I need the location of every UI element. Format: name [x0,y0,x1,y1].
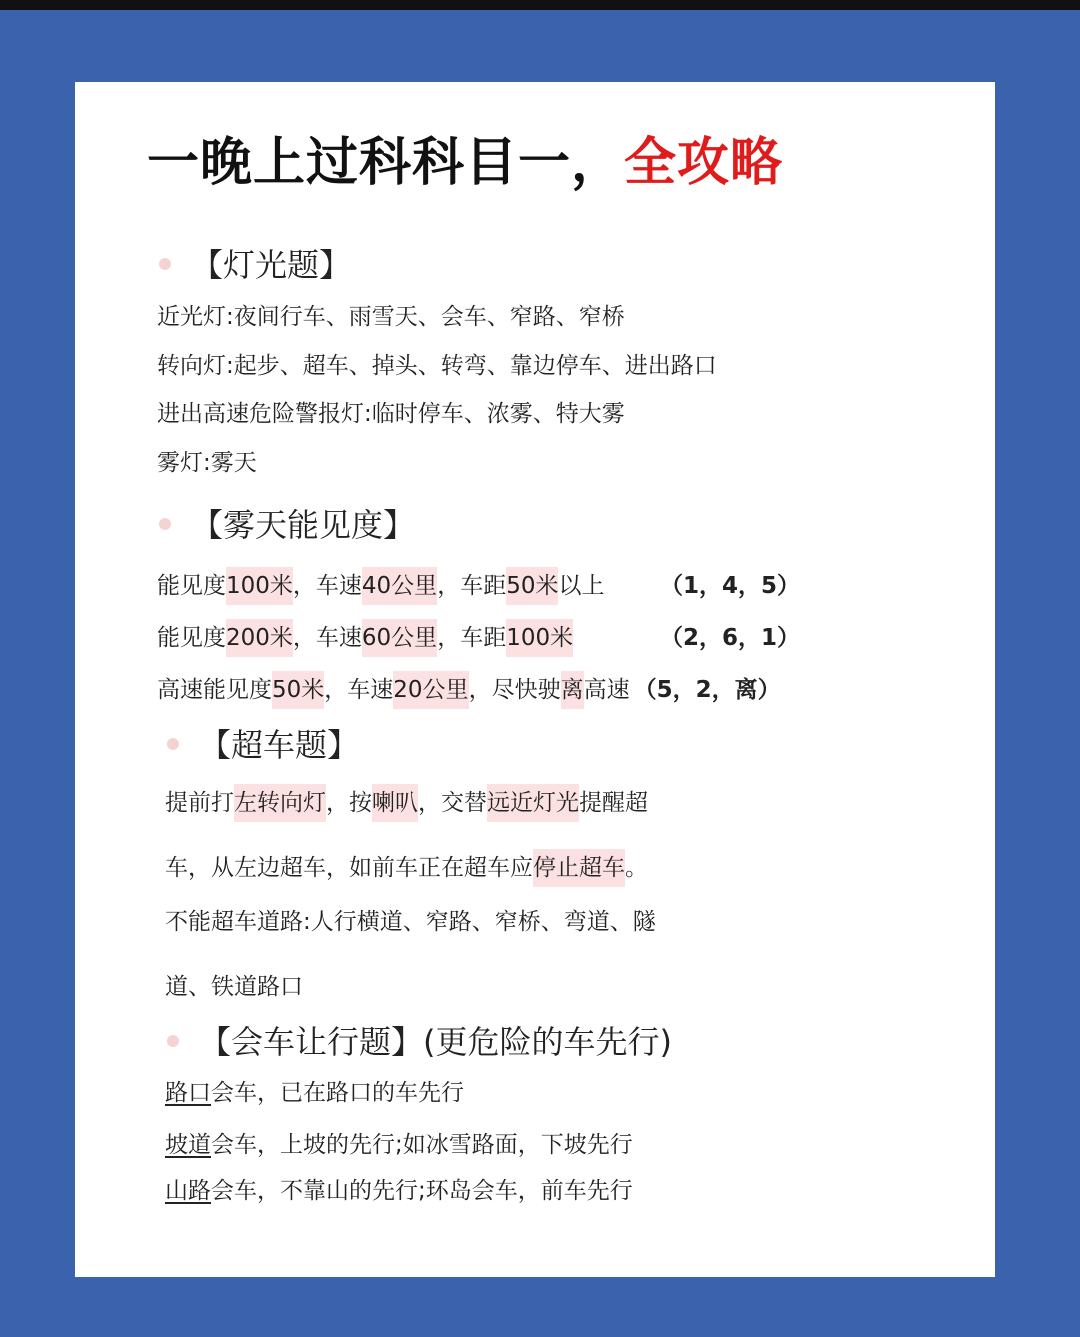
section-heading-fog: 【雾天能见度】 [159,500,415,546]
bullet-dot [167,738,179,750]
highlight: 200米 [226,619,293,657]
meeting-line-1: 路口会车，已在路口的车先行 [165,1080,464,1106]
overtake-line-2: 车，从左边超车，如前车正在超车应停止超车。 [165,849,648,882]
lights-line-2: 转向灯:起步、超车、掉头、转弯、靠边停车、进出路口 [157,353,717,379]
lights-line-3: 进出高速危险警报灯:临时停车、浓雾、特大雾 [157,401,625,427]
overtake-line-4: 道、铁道路口 [165,974,303,1000]
highlight: 50米 [272,671,324,709]
title-highlight: 全攻略 [624,133,784,193]
highlight: 60公里 [362,619,437,657]
fog-row-1-code: （1，4，5） [660,573,801,599]
highlight: 40公里 [362,567,437,605]
bullet-dot [167,1035,179,1047]
highlight: 20公里 [393,671,468,709]
fog-row-3-code: （5，2，离） [633,677,781,703]
fog-row-2: 能见度200米，车速60公里，车距100米 [157,619,573,652]
meeting-line-2: 坡道会车，上坡的先行;如冰雪路面，下坡先行 [165,1132,633,1158]
content-card [75,82,995,1277]
highlight: 100米 [226,567,293,605]
overtake-line-1: 提前打左转向灯，按喇叭，交替远近灯光提醒超 [165,784,648,817]
top-bar [0,0,1080,10]
highlight: 100米 [506,619,573,657]
fog-row-1: 能见度100米，车速40公里，车距50米以上 [157,567,604,600]
meeting-line-3: 山路会车，不靠山的先行;环岛会车，前车先行 [165,1178,633,1204]
section-heading-overtake: 【超车题】 [167,720,359,766]
highlight: 停止超车 [533,849,625,887]
highlight: 喇叭 [372,784,418,822]
lights-line-1: 近光灯:夜间行车、雨雪天、会车、窄路、窄桥 [157,304,625,330]
highlight: 远近灯光 [487,784,579,822]
highlight: 左转向灯 [234,784,326,822]
bullet-dot [159,518,171,530]
title-main: 一晚上过科科目一， [147,133,625,193]
highlight: 离 [561,671,584,709]
highlight: 50米 [506,567,558,605]
lights-line-4: 雾灯:雾天 [157,450,257,476]
section-heading-lights: 【灯光题】 [159,240,351,286]
fog-row-2-code: （2，6，1） [660,625,801,651]
underlined-keyword: 山路 [165,1178,211,1204]
underlined-keyword: 路口 [165,1080,211,1106]
page-title [147,120,783,195]
bullet-dot [159,258,171,270]
overtake-line-3: 不能超车道路:人行横道、窄路、窄桥、弯道、隧 [165,909,656,935]
section-heading-meeting: 【会车让行题】(更危险的车先行) [167,1017,672,1063]
fog-row-3: 高速能见度50米，车速20公里，尽快驶离高速 （5，2，离） [157,671,781,704]
underlined-keyword: 坡道 [165,1132,211,1158]
